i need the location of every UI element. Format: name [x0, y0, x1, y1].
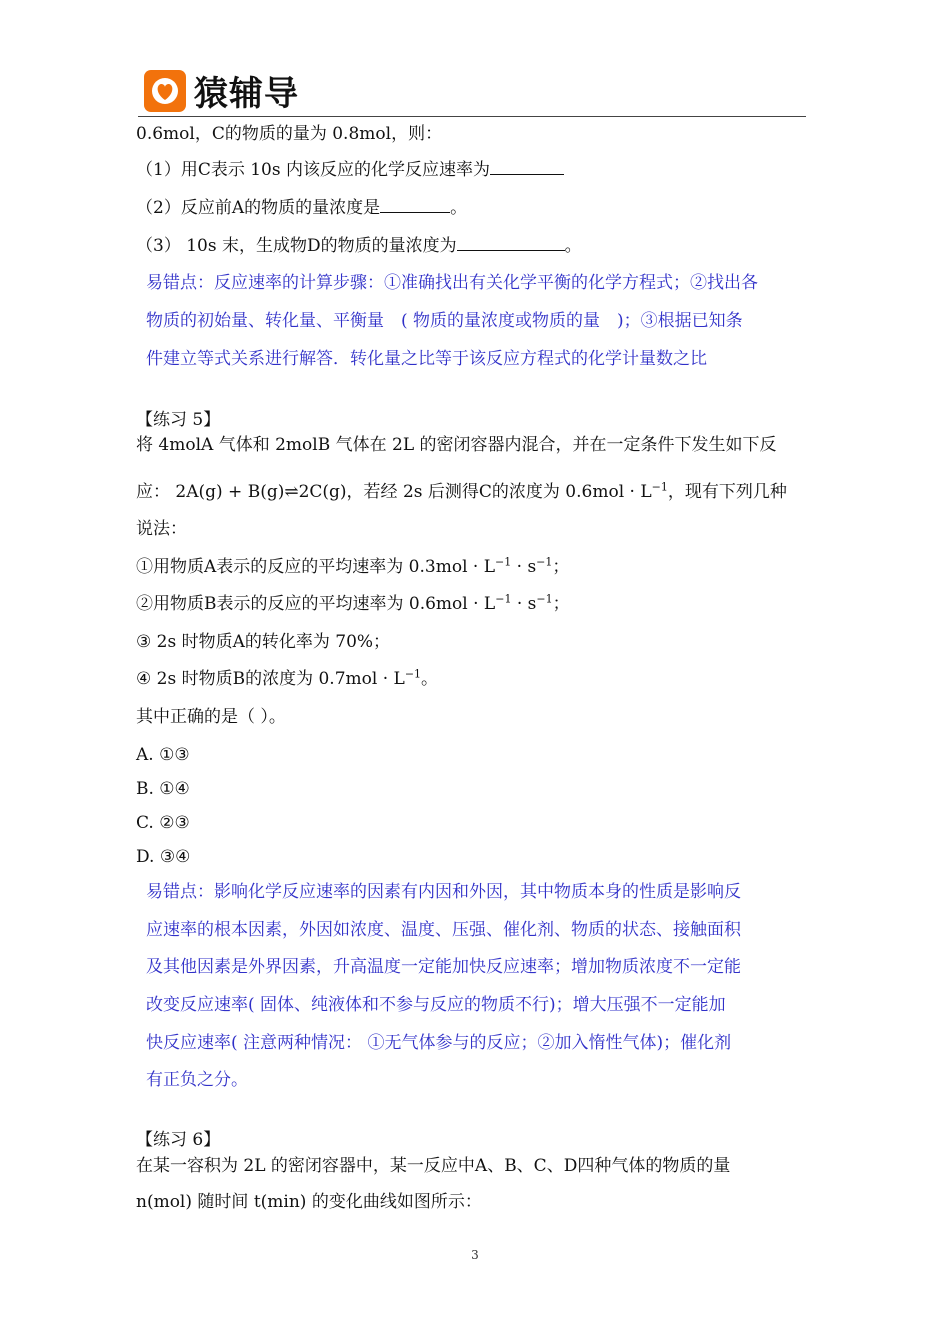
- statement-3: ③ 2s 时物质A的转化率为 70%；: [136, 632, 391, 652]
- exercise-5-text: 将 4molA 气体和 2molB 气体在 2L 的密闭容器内混合，并在一定条件下发生如下反: [136, 435, 777, 455]
- tip-1-line: 物质的初始量、转化量、平衡量 ( 物质的量浓度或物质的量 )；③根据已知条: [146, 311, 743, 331]
- tip-2-line: 快反应速率( 注意两种情况： ①无气体参与的反应；②加入惰性气体)；催化剂: [146, 1033, 732, 1053]
- equation-text-end: ，现有下列几种: [667, 482, 787, 502]
- tip-2-line: 及其他因素是外界因素，升高温度一定能加快反应速率；增加物质浓度不一定能: [146, 957, 741, 977]
- tip-2-line: 改变反应速率( 固体、纯液体和不参与反应的物质不行)；增大压强不一定能加: [146, 995, 726, 1015]
- tip-2-line: 应速率的根本因素，外因如浓度、温度、压强、催化剂、物质的状态、接触面积: [146, 920, 741, 940]
- question-3-text: （3） 10s 末，生成物D的物质的量浓度为: [136, 236, 457, 256]
- answer-blank-1[interactable]: [490, 158, 564, 175]
- exercise-6-text: n(mol) 随时间 t(min) 的变化曲线如图所示：: [136, 1192, 482, 1212]
- statement-2: [136, 592, 570, 616]
- exercise-5-text: 说法：: [136, 519, 187, 539]
- statement-text: ；: [552, 557, 570, 577]
- logo-icon: [144, 70, 186, 112]
- exponent: −1: [404, 667, 422, 681]
- option-a[interactable]: A. ①③: [136, 745, 190, 765]
- tip-1-line: 件建立等式关系进行解答．转化量之比等于该反应方程式的化学计量数之比: [146, 349, 707, 369]
- header-divider: [138, 116, 806, 117]
- statement-text: 。: [421, 669, 439, 689]
- exponent: −1: [495, 555, 512, 569]
- page-number: 3: [471, 1248, 479, 1262]
- exponent: −1: [651, 480, 668, 494]
- statement-text: · s: [511, 594, 537, 614]
- question-2: [136, 196, 467, 220]
- tip-2-line: 有正负之分。: [146, 1070, 248, 1090]
- exponent: −1: [536, 592, 553, 606]
- statement-text: ；: [552, 594, 570, 614]
- exercise-6-text: 在某一容积为 2L 的密闭容器中，某一反应中A、B、C、D四种气体的物质的量: [136, 1156, 731, 1176]
- answer-blank-2[interactable]: [380, 196, 450, 213]
- option-c[interactable]: C. ②③: [136, 813, 190, 833]
- logo-text: 猿辅导: [194, 74, 299, 114]
- statement-text: ④ 2s 时物质B的浓度为 0.7mol · L: [136, 669, 405, 689]
- exponent: −1: [536, 555, 553, 569]
- statement-text: ②用物质B表示的反应的平均速率为 0.6mol · L: [136, 594, 496, 614]
- question-2-end: 。: [450, 198, 468, 218]
- tip-1-line: 易错点：反应速率的计算步骤：①准确找出有关化学平衡的化学方程式；②找出各: [146, 273, 758, 293]
- question-3: [136, 234, 582, 258]
- question-3-end: 。: [564, 236, 582, 256]
- answer-blank-3[interactable]: [457, 234, 565, 251]
- tip-2-line: 易错点：影响化学反应速率的因素有内因和外因，其中物质本身的性质是影响反: [146, 882, 741, 902]
- exercise-6-title: 【练习 6】: [136, 1130, 221, 1150]
- statement-1: [136, 555, 569, 579]
- exponent: −1: [495, 592, 512, 606]
- text-line: 0.6mol，C的物质的量为 0.8mol，则：: [136, 124, 443, 144]
- page-header: [144, 64, 806, 118]
- question-1-text: （1）用C表示 10s 内该反应的化学反应速率为: [136, 160, 490, 180]
- statement-text: ①用物质A表示的反应的平均速率为 0.3mol · L: [136, 557, 496, 577]
- option-d[interactable]: D. ③④: [136, 847, 191, 867]
- equation-text: 应： 2A(g) + B(g)⇌2C(g)，若经 2s 后测得C的浓度为 0.6mol · L: [136, 482, 652, 502]
- exercise-5-text: [136, 480, 787, 504]
- exercise-5-title: 【练习 5】: [136, 410, 221, 430]
- question-2-text: （2）反应前A的物质的量浓度是: [136, 198, 381, 218]
- question-prompt: 其中正确的是（ ）。: [136, 707, 286, 727]
- statement-4: [136, 667, 438, 691]
- question-1: [136, 158, 564, 182]
- statement-text: · s: [511, 557, 537, 577]
- option-b[interactable]: B. ①④: [136, 779, 190, 799]
